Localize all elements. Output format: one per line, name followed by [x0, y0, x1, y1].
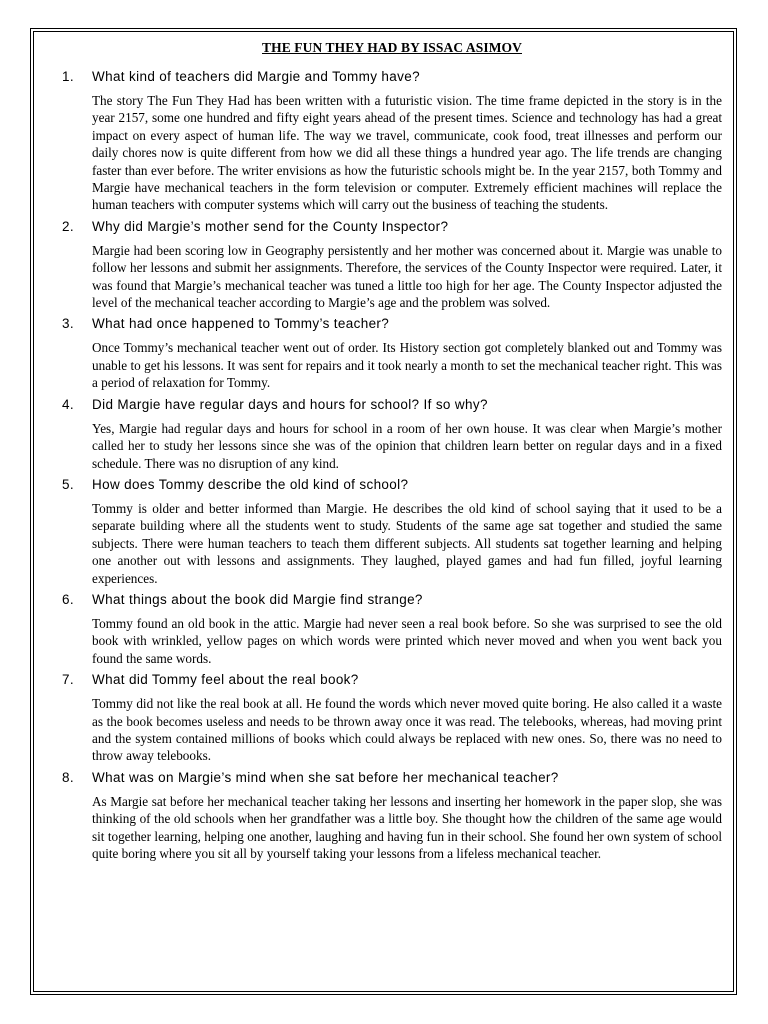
question-number: 3. [62, 316, 74, 332]
question-text: Why did Margie’s mother send for the County Inspector? [92, 218, 449, 234]
answer-7: Tommy did not like the real book at all. He found the words which never moved quite boring. He also called it a waste as the book becomes useless and needs to be thrown away once it was read. The telebooks, whereas, had moving print and the system contained millions of books which could always be replaced with new ones. So, there was no need to throw away telebooks. [92, 696, 722, 764]
answer-3: Once Tommy’s mechanical teacher went out of order. Its History section got completely blanked out and Tommy was unable to get his lessons. It was sent for repairs and it took nearly a month to set the mechanical teacher right. This was a period of relaxation for Tommy. [92, 340, 722, 391]
question-text: Did Margie have regular days and hours for school? If so why? [92, 396, 488, 412]
qa-item-5 [62, 476, 722, 587]
question-number: 7. [62, 672, 74, 688]
question-text: What did Tommy feel about the real book? [92, 672, 359, 688]
qa-item-7 [62, 671, 722, 765]
document-body [62, 40, 722, 866]
question-text: What was on Margie’s mind when she sat before her mechanical teacher? [92, 769, 559, 785]
qa-item-4 [62, 396, 722, 472]
answer-1: The story The Fun They Had has been written with a futuristic vision. The time frame depicted in the story is in the year 2157, some one hundred and fifty eight years ahead of the present times. Science and technology has had a great impact on every aspect of human life. The way we travel, communicate, cook food, treat illnesses and perform our daily chores now is quite different from how we did all these things a hundred year ago. The life trends are changing faster than ever before. The writer envisions as how the futuristic schools might be. In the year 2157, both Tommy and Margie have mechanical teachers in the form television or computer. Extremely efficient machines will replace the human teachers with computer systems which will carry out the business of teaching the students. [92, 93, 722, 213]
question-number: 5. [62, 476, 74, 492]
question-1 [62, 68, 722, 86]
question-2 [62, 218, 722, 236]
question-5 [62, 476, 722, 494]
question-4 [62, 396, 722, 414]
answer-2: Margie had been scoring low in Geography persistently and her mother was concerned about it. Margie was unable to follow her lessons and submit her assignments. Therefore, the services of the County Inspector were required. Later, it was found that Margie’s mechanical teacher was tuned a little too high for her age. The County Inspector adjusted the level of the mechanical teacher according to Margie’s age and the problem was solved. [92, 242, 722, 311]
qa-item-6 [62, 591, 722, 667]
question-7 [62, 671, 722, 689]
question-3 [62, 315, 722, 333]
question-number: 2. [62, 218, 74, 234]
question-8 [62, 769, 722, 787]
qa-item-1 [62, 68, 722, 214]
qa-item-8 [62, 769, 722, 863]
qa-item-2 [62, 218, 722, 312]
question-number: 1. [62, 69, 74, 84]
question-text: What kind of teachers did Margie and Tommy have? [92, 69, 420, 84]
question-text: How does Tommy describe the old kind of school? [92, 476, 409, 492]
qa-item-3 [62, 315, 722, 391]
question-text: What things about the book did Margie find strange? [92, 591, 423, 607]
question-number: 6. [62, 591, 74, 607]
question-text: What had once happened to Tommy’s teacher? [92, 316, 390, 332]
question-6 [62, 591, 722, 609]
answer-8: As Margie sat before her mechanical teacher taking her lessons and inserting her homework in the paper slop, she was thinking of the old schools when her grandfather was a little boy. She thought how the children of the same age would sit together learning, helping one another, laughing and having fun in their school. She found her own system of school quite boring where you sit all by yourself taking your lessons from a lifeless mechanical teacher. [92, 793, 722, 861]
answer-5: Tommy is older and better informed than Margie. He describes the old kind of school saying that it used to be a separate building where all the students went to study. Students of the same age sat together and studied the same subjects. There were human teachers to teach them different subjects. All students sat together learning and helping one another out with lessons and assignments. They laughed, played games and had fun filled, joyful learning experiences. [92, 500, 722, 586]
answer-4: Yes, Margie had regular days and hours for school in a room of her own house. It was clear when Margie’s mother called her to study her lessons since she was of the opinion that children learn better on regular days and in a fixed schedule. There was no disruption of any kind. [92, 420, 722, 471]
question-number: 4. [62, 396, 74, 412]
document-title: THE FUN THEY HAD BY ISSAC ASIMOV [262, 40, 522, 55]
answer-6: Tommy found an old book in the attic. Margie had never seen a real book before. So she was surprised to see the old book with wrinkled, yellow pages on which words were printed which never moved and when you went back you found the same words. [92, 615, 722, 666]
question-number: 8. [62, 769, 74, 785]
